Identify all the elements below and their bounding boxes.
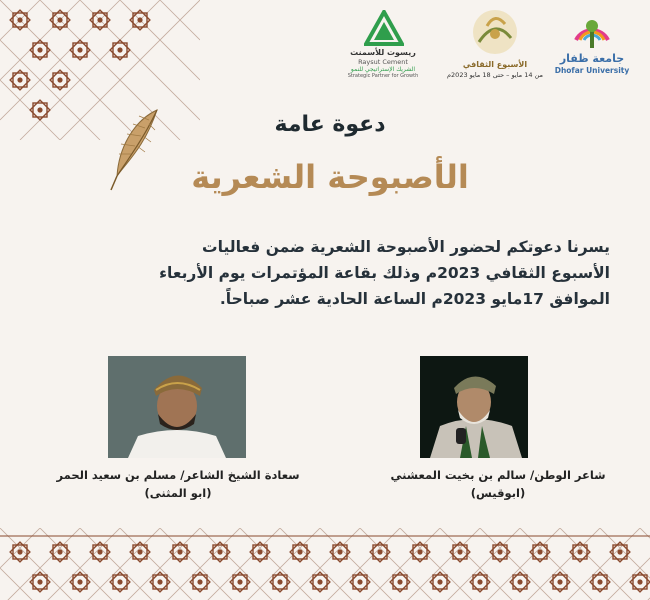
cultural-week-logo <box>440 6 550 82</box>
cement-tagline-ar: الشريك الإستراتيجي للنمو <box>350 66 416 73</box>
poet-2-photo <box>108 356 246 458</box>
raysut-cement-logo <box>328 8 438 80</box>
dhofar-university-logo <box>552 8 632 80</box>
invitation-type: دعوة عامة <box>274 112 386 137</box>
university-name-en: Dhofar University <box>554 66 630 75</box>
cement-name-ar: ريسوت للأسمنت <box>350 48 416 57</box>
invitation-line-3: الموافق 17مايو 2023م الساعة الحادية عشر صباحاً. <box>219 290 610 308</box>
cement-tagline-en: Strategic Partner for Growth <box>347 73 419 79</box>
poet-2-caption <box>48 466 308 502</box>
poet-2-nickname: (ابو المثنى) <box>144 486 212 500</box>
corner-pattern <box>0 0 200 140</box>
university-name-ar: جامعة ظفار <box>559 52 625 65</box>
poet-1-nickname: (ابوقيس) <box>470 486 526 500</box>
cement-name-en: Raysut Cement <box>358 58 408 66</box>
bottom-pattern-border <box>0 528 650 600</box>
poet-1-photo <box>420 356 528 458</box>
university-tree-icon <box>570 10 614 52</box>
week-title: الأسبوع الثقافي <box>462 60 528 69</box>
poet-1-caption <box>378 466 618 502</box>
invitation-line-2: الأسبوع الثقافي 2023م وذلك بقاعة المؤتمرات يوم الأربعاء <box>159 264 610 282</box>
week-dates: من 14 مايو – حتى 18 مايو 2023م <box>447 71 543 79</box>
invitation-line-1: يسرنا دعوتكم لحضور الأصبوحة الشعرية ضمن فعاليات <box>202 238 610 256</box>
week-emblem-icon <box>465 8 525 56</box>
invitation-body <box>50 234 610 312</box>
poet-1-name: شاعر الوطن/ سالم بن بخيت المعشني <box>390 468 606 482</box>
cement-emblem-icon <box>364 10 404 46</box>
poet-2-name: سعادة الشيخ الشاعر/ مسلم بن سعيد الحمر <box>56 468 300 482</box>
event-title: الأصبوحة الشعرية <box>191 158 469 196</box>
